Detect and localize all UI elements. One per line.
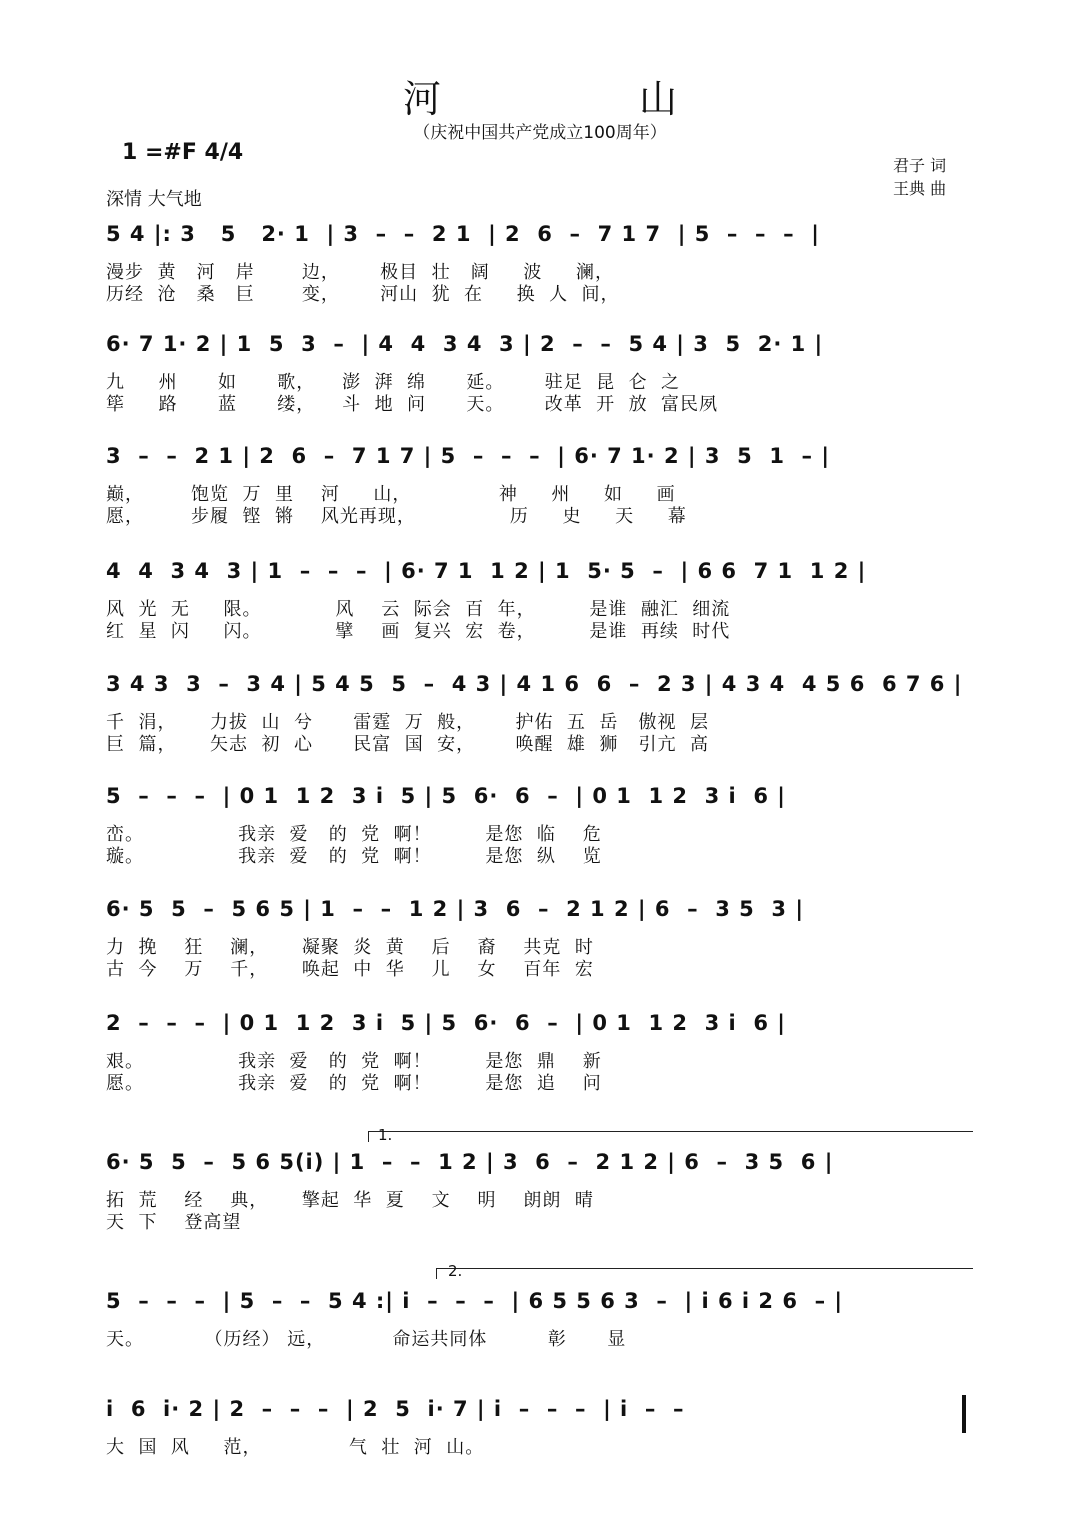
notation-line: 3 – – 2 1 | 2 6 – 7 1 7 | 5 – – – | 6· 7 1· 2 | 3 5 1 – |	[106, 444, 831, 468]
notation-line: 6· 7 1· 2 | 1 5 3 – | 4 4 3 4 3 | 2 – – 5 4 | 3 5 2· 1 |	[106, 332, 824, 356]
lyric-verse-1: 九 州 如 歌， 澎 湃 绵 延。 驻足 昆 仑 之	[106, 372, 681, 393]
staff-system	[106, 897, 972, 981]
song-subtitle: （庆祝中国共产党成立100周年）	[413, 123, 667, 143]
staff-system	[106, 1289, 972, 1351]
notation-line: 3 4 3 3 – 3 4 | 5 4 5 5 – 4 3 | 4 1 6 6 – 2 3 | 4 3 4 4 5 6 6 7 6 |	[106, 672, 963, 696]
lyric-verse-1: 风 光 无 限。 风 云 际会 百 年， 是谁 融汇 细流	[106, 599, 731, 620]
staff-system	[106, 1011, 972, 1095]
staff-system	[106, 559, 972, 643]
first-ending-label: 1.	[378, 1126, 393, 1144]
staff-system	[106, 1150, 972, 1234]
notation-line: 2 – – – | 0 1 1 2 3 i 5 | 5 6· 6 – | 0 1 1 2 3 i 6 |	[106, 1011, 786, 1035]
staff-system	[106, 672, 972, 756]
lyric-verse-1: 大 国 风 范， 气 壮 河 山。	[106, 1437, 485, 1458]
lyric-verse-1: 漫步 黄 河 岸 边， 极目 壮 阔 波 澜，	[106, 262, 614, 283]
lyric-verse-1: 拓 荒 经 典， 擎起 华 夏 文 明 朗朗 晴	[106, 1190, 594, 1211]
lyric-verse-2: 巨 篇， 矢志 初 心 民富 国 安， 唤醒 雄 狮 引亢 高	[106, 734, 709, 755]
lyric-verse-1: 艰。 我亲 爱 的 党 啊！ 是您 鼎 新	[106, 1051, 602, 1072]
notation-line: 5 – – – | 0 1 1 2 3 i 5 | 5 6· 6 – | 0 1 1 2 3 i 6 |	[106, 784, 786, 808]
lyric-verse-2: 璇。 我亲 爱 的 党 啊！ 是您 纵 览	[106, 846, 602, 867]
notation-line: 5 – – – | 5 – – 5 4 :| i – – – | 6 5 5 6 3 – | i 6 i 2 6 – |	[106, 1289, 844, 1313]
second-ending-label: 2.	[448, 1262, 463, 1280]
tempo-marking: 深情 大气地	[106, 189, 202, 210]
lyric-verse-2: 愿。 我亲 爱 的 党 啊！ 是您 追 问	[106, 1073, 602, 1094]
second-ending-bracket	[436, 1268, 973, 1279]
lyric-verse-1: 力 挽 狂 澜， 凝聚 炎 黄 后 裔 共克 时	[106, 937, 594, 958]
staff-system	[106, 444, 972, 528]
song-title: 河 山	[402, 77, 757, 121]
key-signature: 1 =#F 4/4	[122, 140, 244, 165]
notation-line: 4 4 3 4 3 | 1 – – – | 6· 7 1 1 2 | 1 5· 5 – | 6 6 7 1 1 2 |	[106, 559, 867, 583]
lyric-verse-2: 历经 沧 桑 巨 变， 河山 犹 在 换 人 间，	[106, 284, 620, 305]
lyric-verse-1: 千 涓， 力拔 山 兮 雷霆 万 般， 护佑 五 岳 傲视 层	[106, 712, 709, 733]
notation-line: 6· 5 5 – 5 6 5 | 1 – – 1 2 | 3 6 – 2 1 2 | 6 – 3 5 3 |	[106, 897, 804, 921]
final-barline	[962, 1395, 966, 1433]
lyric-verse-2: 天 下 登高望	[106, 1212, 242, 1233]
first-ending-bracket	[368, 1131, 973, 1142]
staff-system	[106, 222, 972, 306]
lyric-verse-2: 愿， 步履 铿 锵 风光再现， 历 史 天 幕	[106, 506, 687, 527]
lyric-verse-1: 巅， 饱览 万 里 河 山， 神 州 如 画	[106, 484, 676, 505]
notation-line: 5 4 |: 3 5 2· 1 | 3 – – 2 1 | 2 6 – 7 1 7 | 5 – – – |	[106, 222, 820, 246]
lyric-verse-2: 筚 路 蓝 缕， 斗 地 问 天。 改革 开 放 富民夙	[106, 394, 719, 415]
lyric-verse-2: 古 今 万 千， 唤起 中 华 儿 女 百年 宏	[106, 959, 594, 980]
lyric-verse-2: 红 星 闪 闪。 擘 画 复兴 宏 卷， 是谁 再续 时代	[106, 621, 731, 642]
lyricist-credit: 君子 词	[893, 156, 947, 175]
notation-line: i 6 i· 2 | 2 – – – | 2 5 i· 7 | i – – – | i – –	[106, 1397, 693, 1421]
staff-system	[106, 784, 972, 868]
staff-system	[106, 332, 972, 416]
staff-system	[106, 1397, 972, 1459]
composer-credit: 王典 曲	[893, 179, 947, 198]
notation-line: 6· 5 5 – 5 6 5(i) | 1 – – 1 2 | 3 6 – 2 1 2 | 6 – 3 5 6 |	[106, 1150, 834, 1174]
lyric-verse-1: 天。 （历经） 远， 命运共同体 彰 显	[106, 1329, 627, 1350]
lyric-verse-1: 峦。 我亲 爱 的 党 啊！ 是您 临 危	[106, 824, 602, 845]
